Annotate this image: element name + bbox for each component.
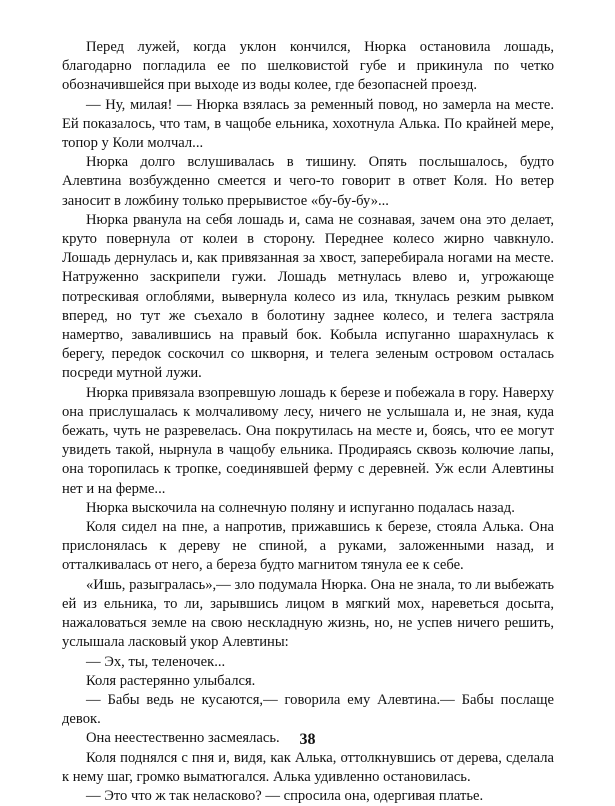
paragraph: Коля поднялся с пня и, видя, как Алька, оттолкнувшись от дерева, сделала к нему шаг, громко выматюгался. Алька удивленно остановилась. [62,749,554,785]
paragraph: Нюрка долго вслушивалась в тишину. Опять послышалось, будто Алевтина возбужденно смеется и чего-то говорит в ответ Коля. Но ветер заносит в ложбину только прерывистое «бу-бу-бу»... [62,154,554,209]
paragraph: Коля растерянно улыбался. [86,672,256,689]
paragraph: Нюрка выскочила на солнечную поляну и испуганно подалась назад. [86,499,515,516]
paragraph: Нюрка привязала взопревшую лошадь к березе и побежала в гору. Наверху она прислушалась к молчаливому лесу, ничего не услышала и, не зная, куда бежать, чуть не разревелась. Она покрутилась на месте и, боясь, что ее могут увидеть такой, нырнула в чащобу ельника. Продираясь сквозь колючие лапы, она торопилась к тропке, соединявшей ферму с деревней. Уж если Алевтины нет и на ферме... [62,384,554,497]
body-text [62,38,554,806]
page-number: 38 [299,731,316,748]
paragraph: Коля сидел на пне, а напротив, прижавшись к березе, стояла Алька. Она прислонялась к дереву не спиной, а руками, заложенными назад, и отталкивалась от него, а береза будто магнитом тянула ее к себе. [62,519,554,574]
paragraph: — Эх, ты, теленочек... [86,653,226,670]
paragraph: Нюрка рванула на себя лошадь и, сама не сознавая, зачем она это делает, круто повернула от колеи в сторону. Переднее колесо жирно чавкнуло. Лошадь дернулась и, как привязанная за хвост, заперебирала ногами на месте. Натруженно заскрипели гужи. Лошадь метнулась влево и, угрожающе потрескивая оглоблями, вывернула колесо из ила, ткнулась резким рывком вперед, но тут же съехало в болотину заднее колесо, и телега застряла намертво, завалившись на правый бок. Кобыла испуганно шарахнулась к берегу, передок соскочил со шкворня, и телега зеленым островом осталась посреди мутной лужи. [62,211,554,382]
paragraph: «Ишь, разыгралась»,— зло подумала Нюрка. Она не знала, то ли выбежать ей из ельника, то ли, зарывшись лицом в мягкий мох, нареветься досыта, нажаловаться земле на свою нескладную жизнь, но, не успев ничего решить, услышала ласковый укор Алевтины: [62,576,554,651]
paragraph: — Это что ж так неласково? — спросила она, одергивая платье. [86,787,484,804]
paragraph: — Бабы ведь не кусаются,— говорила ему Алевтина.— Бабы послаще девок. [62,691,554,728]
paragraph: Она неестественно засмеялась. [86,730,280,747]
paragraph: Перед лужей, когда уклон кончился, Нюрка остановила лошадь, благодарно погладила ее по шелковистой губе и прикинула по четко обозначившейся при выходе из воды колее, где безопасней проезд. [62,39,554,94]
paragraph: — Ну, милая! — Нюрка взялась за ременный повод, но замерла на месте. Ей показалось, что там, в чащобе ельника, хохотнула Алька. По крайней мере, топор у Коли молчал... [62,96,554,152]
